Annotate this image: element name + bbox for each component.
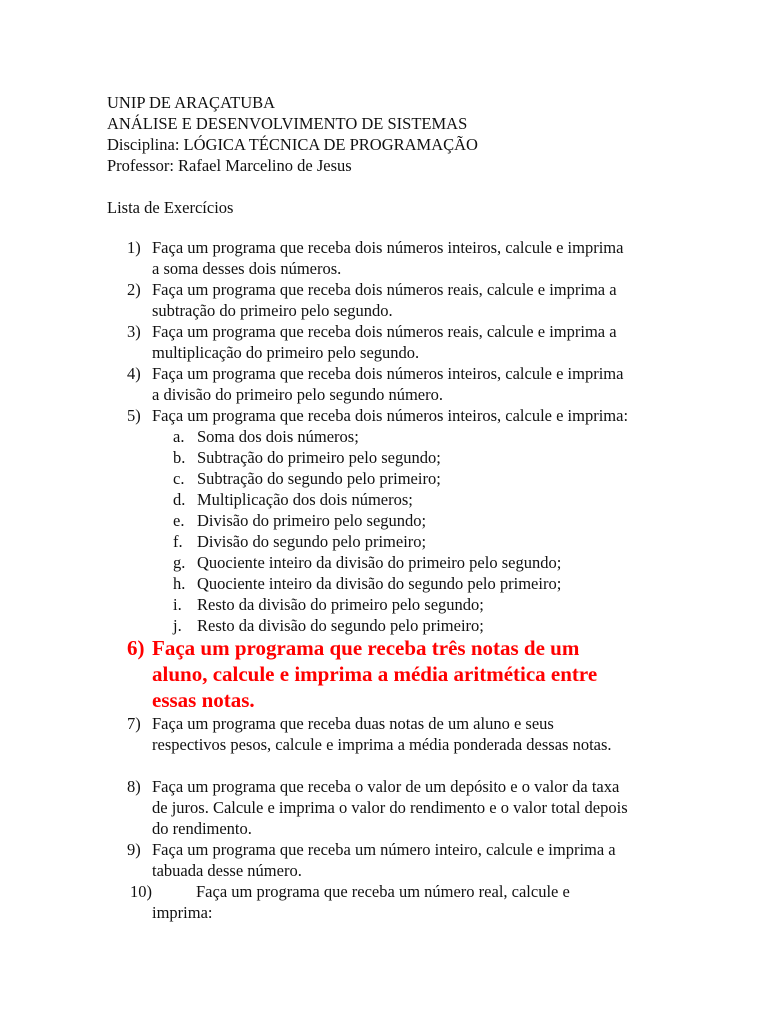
subitem-text: Resto da divisão do primeiro pelo segundo; [197,595,484,614]
exercise-text-line: Faça um programa que receba dois números reais, calcule e imprima a [152,280,617,299]
subitem-text: Multiplicação dos dois números; [197,490,413,509]
list-title: Lista de Exercícios [107,198,234,217]
exercise-text-line: a divisão do primeiro pelo segundo número. [152,385,443,404]
subitem-letter: b. [173,448,186,467]
exercise-text-line: subtração do primeiro pelo segundo. [152,301,393,320]
subitem-letter: d. [173,490,186,509]
subitem-text: Divisão do primeiro pelo segundo; [197,511,427,530]
subitem-letter: c. [173,469,185,488]
exercise-text-line: Faça um programa que receba dois números inteiros, calcule e imprima [152,238,624,257]
subitem-h [0,573,768,594]
subitem-letter: f. [173,532,183,551]
subitem-c [0,468,768,489]
exercise-number: 1) [127,238,141,257]
exercise-number: 7) [127,714,141,733]
exercise-text-line: Faça um programa que receba o valor de um depósito e o valor da taxa [152,777,620,796]
subitem-e [0,510,768,531]
subitem-i [0,594,768,615]
exercise-text-line: a soma desses dois números. [152,259,342,278]
exercise-text-line: Faça um programa que receba dois números inteiros, calcule e imprima [152,364,624,383]
subitem-j [0,615,768,636]
institution-name: UNIP DE ARAÇATUBA [107,93,276,112]
subitem-letter: j. [173,616,182,635]
subitem-letter: a. [173,427,185,446]
exercise-number: 9) [127,840,141,859]
exercise-text-line: tabuada desse número. [152,861,302,880]
exercise-number: 10) [130,882,152,901]
exercise-text-line: respectivos pesos, calcule e imprima a média ponderada dessas notas. [152,735,612,754]
subitem-text: Quociente inteiro da divisão do segundo pelo primeiro; [197,574,562,593]
exercise-text-line: essas notas. [152,688,255,712]
subitem-letter: g. [173,553,186,572]
subitem-g [0,552,768,573]
subitem-letter: h. [173,574,186,593]
exercise-number: 6) [127,636,145,660]
subitem-text: Divisão do segundo pelo primeiro; [197,532,427,551]
exercise-text-line: Faça um programa que receba um número inteiro, calcule e imprima a [152,840,616,859]
subitem-f [0,531,768,552]
exercise-text-line: aluno, calcule e imprima a média aritmética entre [152,662,598,686]
exercise-number: 2) [127,280,141,299]
exercise-text-line: imprima: [152,903,213,922]
exercise-text-line: Faça um programa que receba dois números inteiros, calcule e imprima: [152,406,629,425]
exercise-number: 8) [127,777,141,796]
exercise-text-line: do rendimento. [152,819,252,838]
subitem-letter: i. [173,595,182,614]
exercise-number: 3) [127,322,141,341]
course-name: ANÁLISE E DESENVOLVIMENTO DE SISTEMAS [107,114,468,133]
professor-line: Professor: Rafael Marcelino de Jesus [107,156,352,175]
subitem-text: Resto da divisão do segundo pelo primeiro; [197,616,484,635]
subitem-text: Soma dos dois números; [197,427,359,446]
document-header [107,92,478,176]
exercise-text-line: de juros. Calcule e imprima o valor do rendimento e o valor total depois [152,798,628,817]
subitem-text: Subtração do primeiro pelo segundo; [197,448,441,467]
subitem-a [0,426,768,447]
subitem-b [0,447,768,468]
subitem-letter: e. [173,511,185,530]
exercise-number: 5) [127,406,141,425]
exercise-text-line: Faça um programa que receba um número real, calcule e [196,882,570,901]
exercise-text-line: Faça um programa que receba três notas de um [152,636,580,660]
exercise-text-line: multiplicação do primeiro pelo segundo. [152,343,420,362]
subitem-text: Subtração do segundo pelo primeiro; [197,469,441,488]
subitem-d [0,489,768,510]
subitem-text: Quociente inteiro da divisão do primeiro pelo segundo; [197,553,562,572]
exercise-number: 4) [127,364,141,383]
discipline-line: Disciplina: LÓGICA TÉCNICA DE PROGRAMAÇÃO [107,135,478,154]
exercise-text-line: Faça um programa que receba duas notas de um aluno e seus [152,714,554,733]
exercise-text-line: Faça um programa que receba dois números reais, calcule e imprima a [152,322,617,341]
